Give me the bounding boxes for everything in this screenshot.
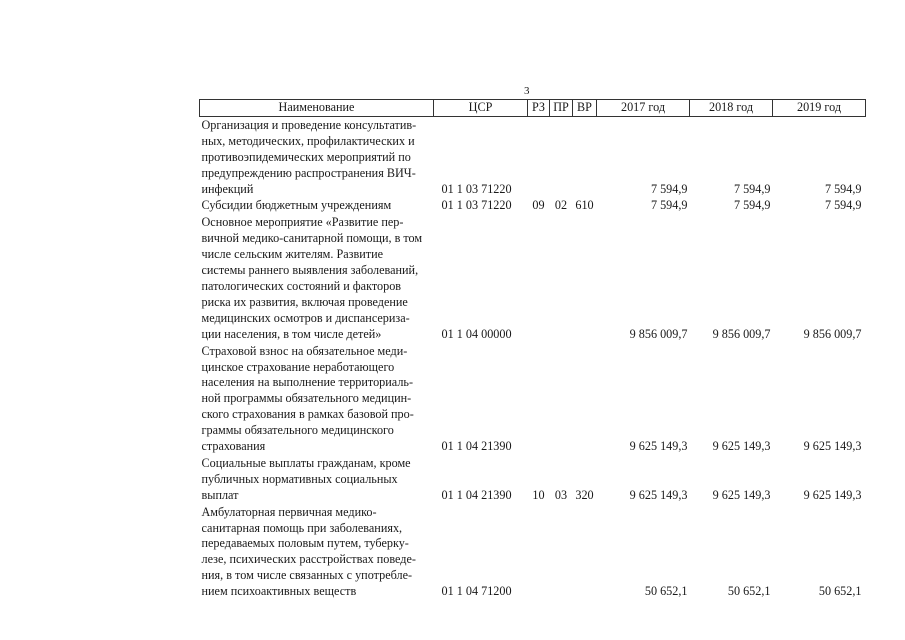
table-row bbox=[200, 343, 866, 455]
row-2017: 9 625 149,3 bbox=[629, 487, 688, 502]
row-2018: 9 625 149,3 bbox=[712, 487, 771, 502]
row-name: Субсидии бюджетным учреждениям bbox=[201, 198, 392, 213]
row-csr: 01 1 04 21390 bbox=[441, 487, 512, 502]
row-pr bbox=[550, 504, 573, 600]
row-2018: 7 594,9 bbox=[733, 198, 771, 213]
row-csr: 01 1 04 00000 bbox=[441, 326, 512, 341]
row-rz: 10 bbox=[532, 487, 545, 502]
row-rz: 09 bbox=[532, 198, 545, 213]
table-row bbox=[200, 504, 866, 600]
header-rz: РЗ bbox=[528, 100, 550, 117]
row-2019: 9 625 149,3 bbox=[803, 487, 862, 502]
row-vr: 610 bbox=[575, 198, 594, 213]
row-2018: 9 856 009,7 bbox=[712, 326, 771, 341]
row-csr: 01 1 03 71220 bbox=[441, 181, 512, 196]
row-csr: 01 1 04 21390 bbox=[441, 439, 512, 454]
table-row bbox=[200, 197, 866, 214]
header-name: Наименование bbox=[200, 100, 434, 117]
row-csr: 01 1 03 71220 bbox=[441, 198, 512, 213]
row-2017: 7 594,9 bbox=[650, 181, 688, 196]
row-name: Социальные выплаты гражданам, кроме публичных нормативных социальных выплат bbox=[201, 455, 411, 502]
row-2018: 9 625 149,3 bbox=[712, 439, 771, 454]
page-number: 3 bbox=[524, 85, 530, 97]
table-row bbox=[200, 116, 866, 197]
header-2019: 2019 год bbox=[773, 100, 866, 117]
header-vr: ВР bbox=[573, 100, 597, 117]
row-vr: 320 bbox=[575, 487, 594, 502]
row-2019: 9 856 009,7 bbox=[803, 326, 862, 341]
row-rz bbox=[528, 343, 550, 455]
row-vr bbox=[573, 504, 597, 600]
budget-table bbox=[199, 99, 866, 600]
row-name: Организация и проведение консультатив-ных, методических, профилактических и противоэпидемических мероприятий по предупреждению распространения ВИЧ-инфекций bbox=[201, 117, 417, 196]
row-2017: 9 625 149,3 bbox=[629, 439, 688, 454]
row-2019: 7 594,9 bbox=[824, 198, 862, 213]
row-2018: 7 594,9 bbox=[733, 181, 771, 196]
row-vr bbox=[573, 116, 597, 197]
row-2019: 7 594,9 bbox=[824, 181, 862, 196]
row-2017: 7 594,9 bbox=[650, 198, 688, 213]
row-pr: 03 bbox=[554, 487, 568, 502]
row-csr: 01 1 04 71200 bbox=[441, 584, 512, 599]
row-2017: 50 652,1 bbox=[644, 584, 688, 599]
row-pr bbox=[550, 214, 573, 342]
row-2018: 50 652,1 bbox=[727, 584, 771, 599]
row-pr: 02 bbox=[554, 198, 568, 213]
row-rz bbox=[528, 504, 550, 600]
row-pr bbox=[550, 343, 573, 455]
row-2019: 9 625 149,3 bbox=[803, 439, 862, 454]
row-rz bbox=[528, 116, 550, 197]
row-vr bbox=[573, 214, 597, 342]
row-pr bbox=[550, 116, 573, 197]
table-header-row bbox=[200, 100, 866, 117]
row-name: Страховой взнос на обязательное меди-цинское страхование неработающего населения на выполнение территориаль-ной программы обязательного медицин-ского страхования в рамках базовой про-граммы обязательного медицинского страхования bbox=[201, 343, 414, 454]
row-2017: 9 856 009,7 bbox=[629, 326, 688, 341]
row-name: Основное мероприятие «Развитие пер-вичной медико-санитарной помощи, в том числе сельским жителям. Развитие системы раннего выявления заболеваний, патологических состояний и факторов риска их развития, включая проведение медицинских осмотров и диспансериза-ции населения, в том числе детей» bbox=[201, 215, 423, 341]
row-rz bbox=[528, 214, 550, 342]
table-row bbox=[200, 214, 866, 342]
header-csr: ЦСР bbox=[434, 100, 528, 117]
row-2019: 50 652,1 bbox=[818, 584, 862, 599]
row-name: Амбулаторная первичная медико-санитарная помощь при заболеваниях, передаваемых половым путем, туберку-лезе, психических расстройствах поведе-ния, в том числе связанных с употребле-нием психоактивных веществ bbox=[201, 504, 416, 599]
header-pr: ПР bbox=[550, 100, 573, 117]
row-vr bbox=[573, 343, 597, 455]
header-2018: 2018 год bbox=[690, 100, 773, 117]
header-2017: 2017 год bbox=[597, 100, 690, 117]
table-row bbox=[200, 455, 866, 504]
